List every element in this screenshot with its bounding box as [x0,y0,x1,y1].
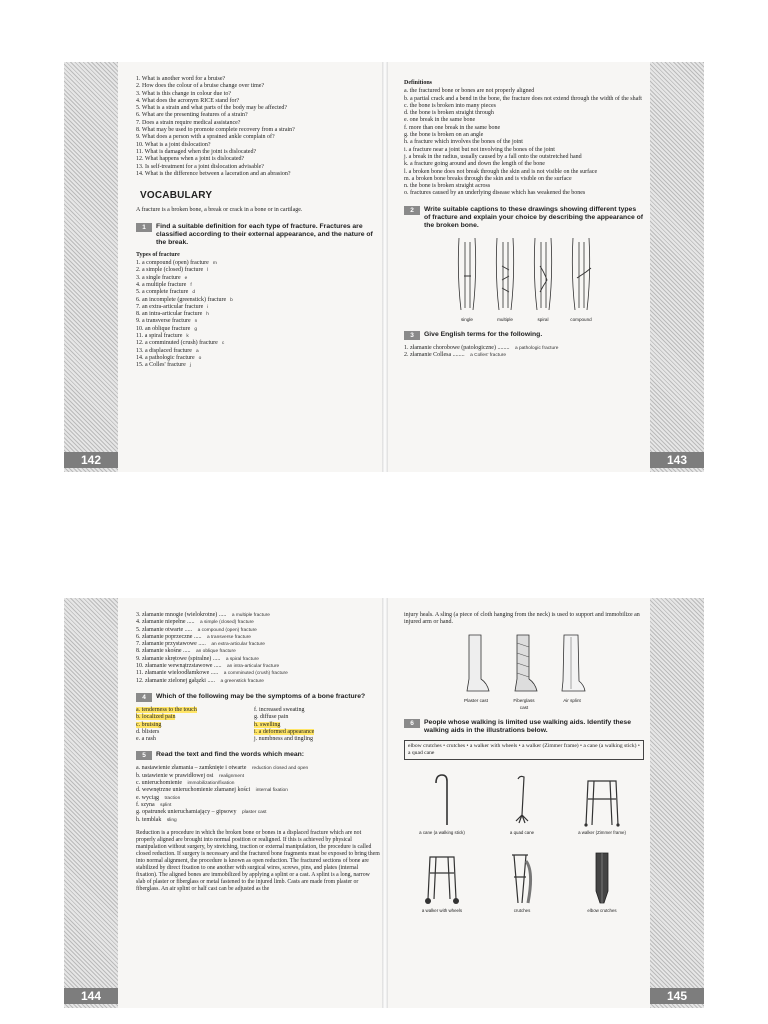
word-item: f. szyna splint [136,801,172,808]
definition-item: c. the bone is broken into many pieces [404,102,496,109]
polish-terms-list [136,612,380,685]
handwritten-answer: a spiral fracture [225,656,259,662]
types-title: Types of fracture [136,251,180,258]
crutches-icon [504,851,540,905]
page-143-content [404,76,644,360]
question-item: 4. What does the acronym RICE stand for? [136,97,240,104]
question-item: 6. What are the presenting features of a strain? [136,112,248,119]
handwritten-answer: n [194,319,198,325]
handwritten-answer: f [190,282,192,288]
question-list [136,76,380,178]
task-3 [404,331,644,340]
term-item: 10. złamanie wewnątrzstawowe ..... an intra-articular fracture [136,663,280,670]
question-item: 2. How does the colour of a bruise change over time? [136,83,265,90]
fracture-type-item: 15. a Colles' fracture j [136,362,191,369]
walking-aid-cell [404,764,480,836]
handwritten-answer: a greenstick fracture [220,678,264,684]
symptoms-list-left [136,707,246,743]
fracture-types-list [136,260,380,369]
fracture-type-item: 2. a simple (closed) fracture l [136,267,209,274]
definition-item: k. a fracture going around and down the length of the bone [404,161,545,168]
fracture-type-item: 3. a single fracture e [136,274,188,281]
definition-item: g. the bone is broken on an angle [404,132,484,139]
symptom-item: b. localized pain [136,714,176,721]
definition-item: j. a break in the radius, usually caused by a fall onto the outstretched hand [404,153,582,160]
elbow-crutches-icon [584,851,620,905]
walking-aids-grid [404,764,644,914]
page-142-content [136,76,380,370]
question-item: 7. Does a strain require medical assistance? [136,119,241,126]
definition-item: d. the bone is broken straight through [404,110,494,117]
words-list [136,765,380,823]
word-item: e. wyciąg traction [136,794,181,801]
definition-item: a. the fractured bone or bones are not properly aligned [404,88,535,95]
task-6 [404,719,644,735]
page-edge-left [64,598,118,1008]
walking-aid-cell [564,764,640,836]
page-edge-right [650,598,704,1008]
aid-caption: elbow crutches [587,907,617,913]
term-item: 1. złamanie chorobowe (patologiczne) ........ a pathologic fracture [404,345,559,352]
fracture-type-item: 8. an intra-articular fracture h [136,311,209,318]
task-instruction: Give English terms for the following. [424,331,543,339]
leg-bone-drawing [529,236,557,314]
caption-compound: compound [570,316,592,322]
page-number: 143 [650,452,704,468]
air-splint-drawing [557,633,587,695]
fracture-captions [404,316,644,323]
word-item: d. wewnętrzne unieruchomienie złamanej kości internal fixation [136,787,288,794]
handwritten-answer: splint [160,802,172,808]
terms-list [404,345,644,360]
handwritten-answer: b [230,297,233,303]
handwritten-answer: a pathologic fracture [514,346,559,352]
handwritten-answer: l [207,268,209,274]
handwritten-answer: reduction closed and open [251,766,309,772]
aid-caption: crutches [513,907,531,913]
page-number: 145 [650,988,704,1004]
handwritten-answer: d [192,290,195,296]
definition-item: n. the bone is broken straight across [404,183,491,190]
walking-aid-cell [404,842,480,914]
cane-icon [432,773,452,827]
page-number: 142 [64,452,118,468]
caption-single: single [460,316,473,322]
symptom-item: h. swelling [254,721,281,728]
page-144-content [136,612,380,897]
task-4 [136,693,380,702]
definition-item: i. a fracture near a joint but not involving the bones of the joint [404,146,555,153]
question-item: 8. What may be used to promote complete recovery from a strain? [136,127,295,134]
handwritten-answer: e [184,275,188,281]
question-item: 14. What is the difference between a laceration and an abrasion? [136,170,291,177]
zimmer-frame-icon [582,773,622,827]
handwritten-answer: a [195,348,199,354]
page-edge-left [64,62,118,472]
term-item: 3. złamanie mnogie (wielokrotne) ..... a multiple fracture [136,612,270,618]
definition-item: h. a fracture which involves the bones of the joint [404,139,523,146]
definitions-list [404,88,644,197]
term-item: 8. złamanie skośne ..... an oblique fracture [136,648,236,655]
wheeled-walker-icon [422,851,462,905]
aid-caption: a quad cane [509,829,535,835]
question-item: 9. What does a person with a sprained ankle complain of? [136,134,275,141]
fracture-type-item: 5. a complete fracture d [136,289,195,296]
handwritten-answer: m [212,261,217,267]
term-item: 5. złamanie otwarte ..... a compound (open) fracture [136,626,257,633]
question-item: 1. What is another word for a bruise? [136,76,226,82]
task-instruction: Read the text and find the words which mean: [156,751,305,759]
leg-bone-drawing [567,236,595,314]
symptom-item: d. blisters [136,728,160,735]
symptom-item: a. tenderness to the touch [136,706,197,713]
handwritten-answer: plaster cast [241,810,267,816]
task-number: 2 [404,206,420,215]
fracture-type-item: 9. a transverse fracture n [136,318,198,325]
question-item: 3. What is this change in colour due to? [136,90,232,97]
task-2 [404,206,644,230]
term-item: 12. złamanie zielonej gałązki ..... a greenstick fracture [136,677,264,684]
aid-caption: a walker with wheels [421,907,463,913]
caption-multiple: multiple [497,316,513,322]
walking-aids-word-box: elbow crutches • crutches • a walker with wheels • a walker (Zimmer frame) • a cane (a walking stick) • a quad cane [404,740,644,760]
definition-item: l. a broken bone does not break through the skin and is not visible on the surface [404,168,598,175]
handwritten-answer: an intra-articular fracture [226,664,280,670]
task-number: 5 [136,751,152,760]
fracture-type-item: 10. an oblique fracture g [136,325,197,332]
fracture-type-item: 13. a displaced fracture a [136,347,199,354]
fracture-drawings [404,236,644,314]
handwritten-answer: realignment [218,773,245,779]
definition-item: m. a broken bone breaks through the skin and is visible on the surface [404,175,572,182]
sling-paragraph: injury heals. A sling (a piece of cloth hanging from the neck) is used to support and immobilize an injured arm or hand. [404,612,640,626]
handwritten-answer: a transverse fracture [206,634,251,640]
book-gutter [382,62,388,472]
handwritten-answer: a multiple fracture [231,613,270,618]
handwritten-answer: k [186,334,189,340]
handwritten-answer: an oblique fracture [196,649,236,655]
task-number: 1 [136,223,152,232]
term-item: 6. złamanie poprzeczne ..... a transverse fracture [136,633,251,640]
task-instruction: Write suitable captions to these drawings showing different types of fracture and explain your choice by describing the appearance of the broken bone. [424,205,644,229]
task-1 [136,223,380,247]
fracture-type-item: 14. a pathologic fracture o [136,354,202,361]
question-item: 13. Is self-treatment for a joint dislocation advisable? [136,163,264,170]
term-item: 4. złamanie niepełne ..... a simple (closed) fracture [136,619,254,626]
caption-air-splint: Air splint [563,697,581,703]
symptom-item: i. a deformed appearance [254,728,315,735]
symptoms-columns [136,707,380,743]
symptom-item: j. numbness and tingling [254,736,313,743]
handwritten-answer: an extra-articular fracture [211,642,265,648]
handwritten-answer: c [221,341,225,347]
question-item: 11. What is damaged when the joint is dislocated? [136,148,257,155]
word-item: g. opatrunek unieruchamiający – gipsowy plaster cast [136,809,267,816]
term-item: 7. złamanie przystawowe ..... an extra-articular fracture [136,641,265,648]
word-item: c. unieruchomienie immobilization/fixation [136,780,235,787]
task-number: 4 [136,693,152,702]
term-item: 11. złamanie wieloodłamkowe ..... a comminuted (crush) fracture [136,670,288,677]
question-item: 10. What is a joint dislocation? [136,141,211,148]
fracture-type-item: 11. a spiral fracture k [136,333,189,340]
leg-bone-drawing [453,236,481,314]
definition-item: e. one break in the same bone [404,117,476,124]
casts-figure [404,633,644,695]
definition-item: o. fractures caused by an underlying disease which has weakened the bones [404,190,586,197]
question-item: 5. What is a strain and what parts of the body may be affected? [136,105,288,112]
vocabulary-intro: A fracture is a broken bone, a break or crack in a bone or in cartilage. [136,207,303,214]
fracture-type-item: 1. a compound (open) fracture m [136,260,217,267]
leg-bone-drawing [491,236,519,314]
definition-item: b. a partial crack and a bend in the bone, the fracture does not extend through the width of the shaft [404,95,642,102]
aid-caption: a cane (a walking stick) [419,829,465,835]
cast-captions [404,697,644,712]
page-edge-right [650,62,704,472]
task-number: 3 [404,331,420,340]
handwritten-answer: a compound (open) fracture [197,627,257,633]
caption-fiberglass-cast: Fiberglass cast [513,697,535,710]
caption-plaster-cast: Plaster cast [464,697,488,703]
handwritten-answer: o [198,355,202,361]
handwritten-answer: h [206,312,209,318]
handwritten-answer: traction [164,795,181,801]
fracture-type-item: 6. an incomplete (greenstick) fracture b [136,296,233,303]
page-145-content [404,612,644,914]
vocabulary-heading: VOCABULARY [140,190,213,202]
word-item: a. nastawienie złamania – zamknięte i otwarte reduction closed and open [136,765,309,772]
book-gutter [382,598,388,1008]
word-item: h. temblak sling [136,816,177,823]
walking-aid-cell [484,764,560,836]
handwritten-answer: a comminuted (crush) fracture [223,671,288,677]
symptom-item: c. bruising [136,721,162,728]
handwritten-answer: i [207,304,209,310]
symptom-item: g. diffuse pain [254,714,289,721]
handwritten-answer: sling [166,817,177,823]
task-instruction: Find a suitable definition for each type of fracture. Fractures are classified according to their external appearance, and the nature of the break. [156,222,373,246]
handwritten-answer: j [189,363,191,369]
caption-spiral: spiral [537,316,549,322]
task-number: 6 [404,719,420,728]
page-number: 144 [64,988,118,1004]
fracture-type-item: 12. a comminuted (crush) fracture c [136,340,225,347]
handwritten-answer: internal fixation [255,788,288,794]
fracture-type-item: 7. an extra-articular fracture i [136,303,209,310]
task-5 [136,751,380,760]
plaster-cast-drawing [461,633,491,695]
symptom-item: f. increased sweating [254,706,305,713]
handwritten-answer: g [194,326,197,332]
quad-cane-icon [510,773,534,827]
handwritten-answer: a simple (closed) fracture [199,620,254,626]
word-item: b. ustawienie w prawidłowej osi realignment [136,772,245,779]
top-spread [64,62,704,472]
aid-caption: a walker (Zimmer frame) [578,829,626,835]
task-instruction: Which of the following may be the symptoms of a bone fracture? [156,692,366,700]
fiberglass-cast-drawing [509,633,539,695]
symptoms-list-right [254,707,374,743]
definitions-title: Definitions [404,80,433,86]
bottom-spread [64,598,704,1008]
walking-aid-cell [564,842,640,914]
term-item: 2. złamanie Collesa ........ a Colles' fracture [404,352,506,359]
question-item: 12. What happens when a joint is dislocated? [136,156,245,163]
walking-aid-cell [484,842,560,914]
fracture-type-item: 4. a multiple fracture f [136,281,192,288]
term-item: 9. złamanie skrętowe (spiralne) ..... a spiral fracture [136,655,259,662]
task-instruction: People whose walking is limited use walking aids. Identify these walking aids in the illustrations below. [424,719,631,735]
symptom-item: e. a rash [136,736,156,743]
handwritten-answer: immobilization/fixation [187,781,235,787]
definition-item: f. more than one break in the same bone [404,124,501,131]
reduction-paragraph: Reduction is a procedure in which the broken bone or bones in a displaced fracture which are not properly aligned are brought into normal position or realigned. If this is achieved by physical manipulation without surgery, by stretching, traction or external manipulation, the procedure is called closed reduction. If surgery is necessary and the fractured bone fragments must be exposed to bring them into normal alignment, the procedure is known as open reduction. The fractured sections of bone are stabilized by direct fixation to one another with surgical wires, screws, pins, and plates (internal fixation). The aligned bones are immobilized by applying a splint or a cast. A splint is a long, narrow slab of plaster or fiberglass or metal fastened to the injured limb. Casts are made from plaster or fiberglass. An air splint or half cast can be adjusted as the [136,829,380,892]
handwritten-answer: a Colles' fracture [470,353,506,359]
